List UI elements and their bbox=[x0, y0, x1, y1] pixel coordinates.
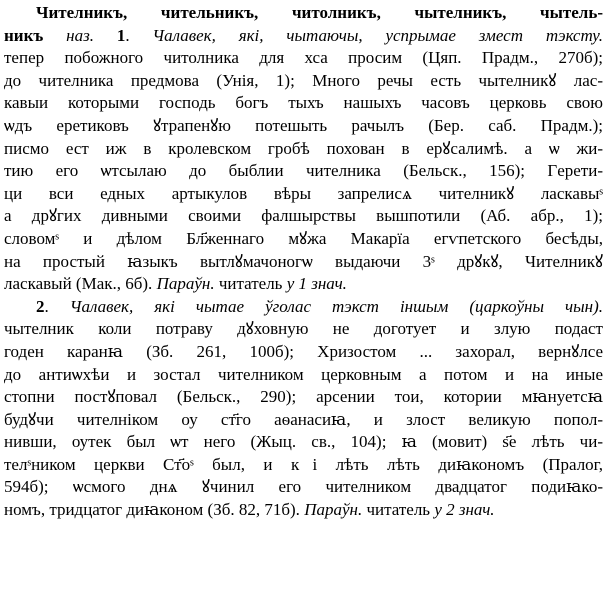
part-of-speech: наз. bbox=[66, 25, 94, 45]
compare-word: читатель bbox=[218, 274, 283, 294]
entry-second-line: никъ наз. 1. Чалавек, які, чытаючы, успрымае змест тэксту. bbox=[4, 25, 603, 45]
citation-line: на простый ꙗзыкъ вытлꙋмачоногѡ выдаючи 3ˢ дрꙋкꙋ, Чителникꙋ bbox=[4, 251, 603, 271]
citation-line: будꙋчи чителніком оу ст҃го аѳанасиꙗ, и злост великую попол- bbox=[4, 409, 603, 429]
sense-definition-2: Чалавек, які чытае ўголас тэкст іншым (царкоўны чын). bbox=[69, 296, 603, 316]
citation-line: ѡдъ еретиковъ ꙋтрапенꙋю потешыть рачылъ (Бер. саб. Прадм.); bbox=[4, 115, 603, 135]
citation-line: словомˢ и дѣлом Бл҃женнаго мꙋжа Макарїа егѵпетского бесѣды, bbox=[4, 228, 603, 248]
compare-label: Параўн. bbox=[304, 500, 363, 520]
citation-line: тию его ѡтсылаю до быблии чителника (Бельск., 156); Гeрети- bbox=[4, 161, 603, 181]
sense-number-2: 2 bbox=[36, 296, 45, 316]
compare-sense-ref: у 2 знач. bbox=[434, 500, 495, 520]
citation-line: а дрꙋгих дивными своими фалшырствы вышпотили (Аб. абр., 1); bbox=[4, 206, 603, 226]
citation-line: стопни постꙋповал (Бельск., 290); арсении тои, котории мꙗнуетсꙗ bbox=[4, 387, 603, 407]
citation-line: до антиѡхѣи и зостал чителником церковным а потом и на иные bbox=[4, 364, 603, 384]
citation-line: кавыи которыми господь богъ тыхъ нашыхъ часовъ церковь свою bbox=[4, 93, 603, 113]
headword: Чителникъ, чительникъ, читолникъ, чытелникъ, чытель- bbox=[36, 3, 603, 22]
sense-definition-1: Чалавек, які, чытаючы, успрымае змест тэксту. bbox=[152, 25, 603, 45]
sense-2-first-line: 2. Чалавек, які чытае ўголас тэкст іншым (царкоўны чын). bbox=[36, 296, 603, 316]
citation-line: до чителника предмова (Унія, 1); Много речы есть чытелникꙋ лас- bbox=[4, 70, 603, 90]
citation-text: номъ, тридцатог диꙗконом (Зб. 82, 71б). bbox=[4, 500, 300, 520]
citation-line: нивши, оутек был ѡт него (Жыц. св., 104); ꙗ (мовит) ѕ҃е лѣть чи- bbox=[4, 432, 603, 452]
citation-text: ласкавый (Мак., 6б). bbox=[4, 274, 153, 294]
citation-line: чытелник коли потраву дꙋховную не доготует и злую подаст bbox=[4, 319, 603, 339]
compare-word: читатель bbox=[366, 500, 431, 520]
sense-1-last-line bbox=[4, 273, 603, 296]
sense-2-last-line bbox=[4, 499, 603, 522]
citation-line: телˢником церкви Ст҃оˢ был, и кꙵі лѣть лѣть диꙗкономъ (Пралог, bbox=[4, 454, 603, 474]
citation-line: тепер побожного читолника для хса просим (Цяп. Прадм., 270б); bbox=[4, 48, 603, 68]
citation-line: годен каранꙗ (Зб. 261, 100б); Хризостом ... захорал, вернꙋлсе bbox=[4, 341, 603, 361]
headword-tail: никъ bbox=[4, 25, 44, 45]
sense-number-1: 1 bbox=[116, 25, 126, 45]
compare-sense-ref: у 1 знач. bbox=[286, 274, 347, 294]
citation-line: ци вси едных артыкулов вѣры запрелисѧ чителникꙋ ласкавыˢ bbox=[4, 183, 603, 203]
citation-line: писмо ест иж в кролевском гробѣ похован в ерꙋсалимѣ. а ѡ жи- bbox=[4, 138, 603, 158]
citation-line: 594б); ѡсмого днѧ ꙋчинил его чителником двадцатог подиꙗко- bbox=[4, 477, 603, 497]
entry-first-line bbox=[4, 2, 603, 25]
compare-label: Параўн. bbox=[156, 274, 215, 294]
